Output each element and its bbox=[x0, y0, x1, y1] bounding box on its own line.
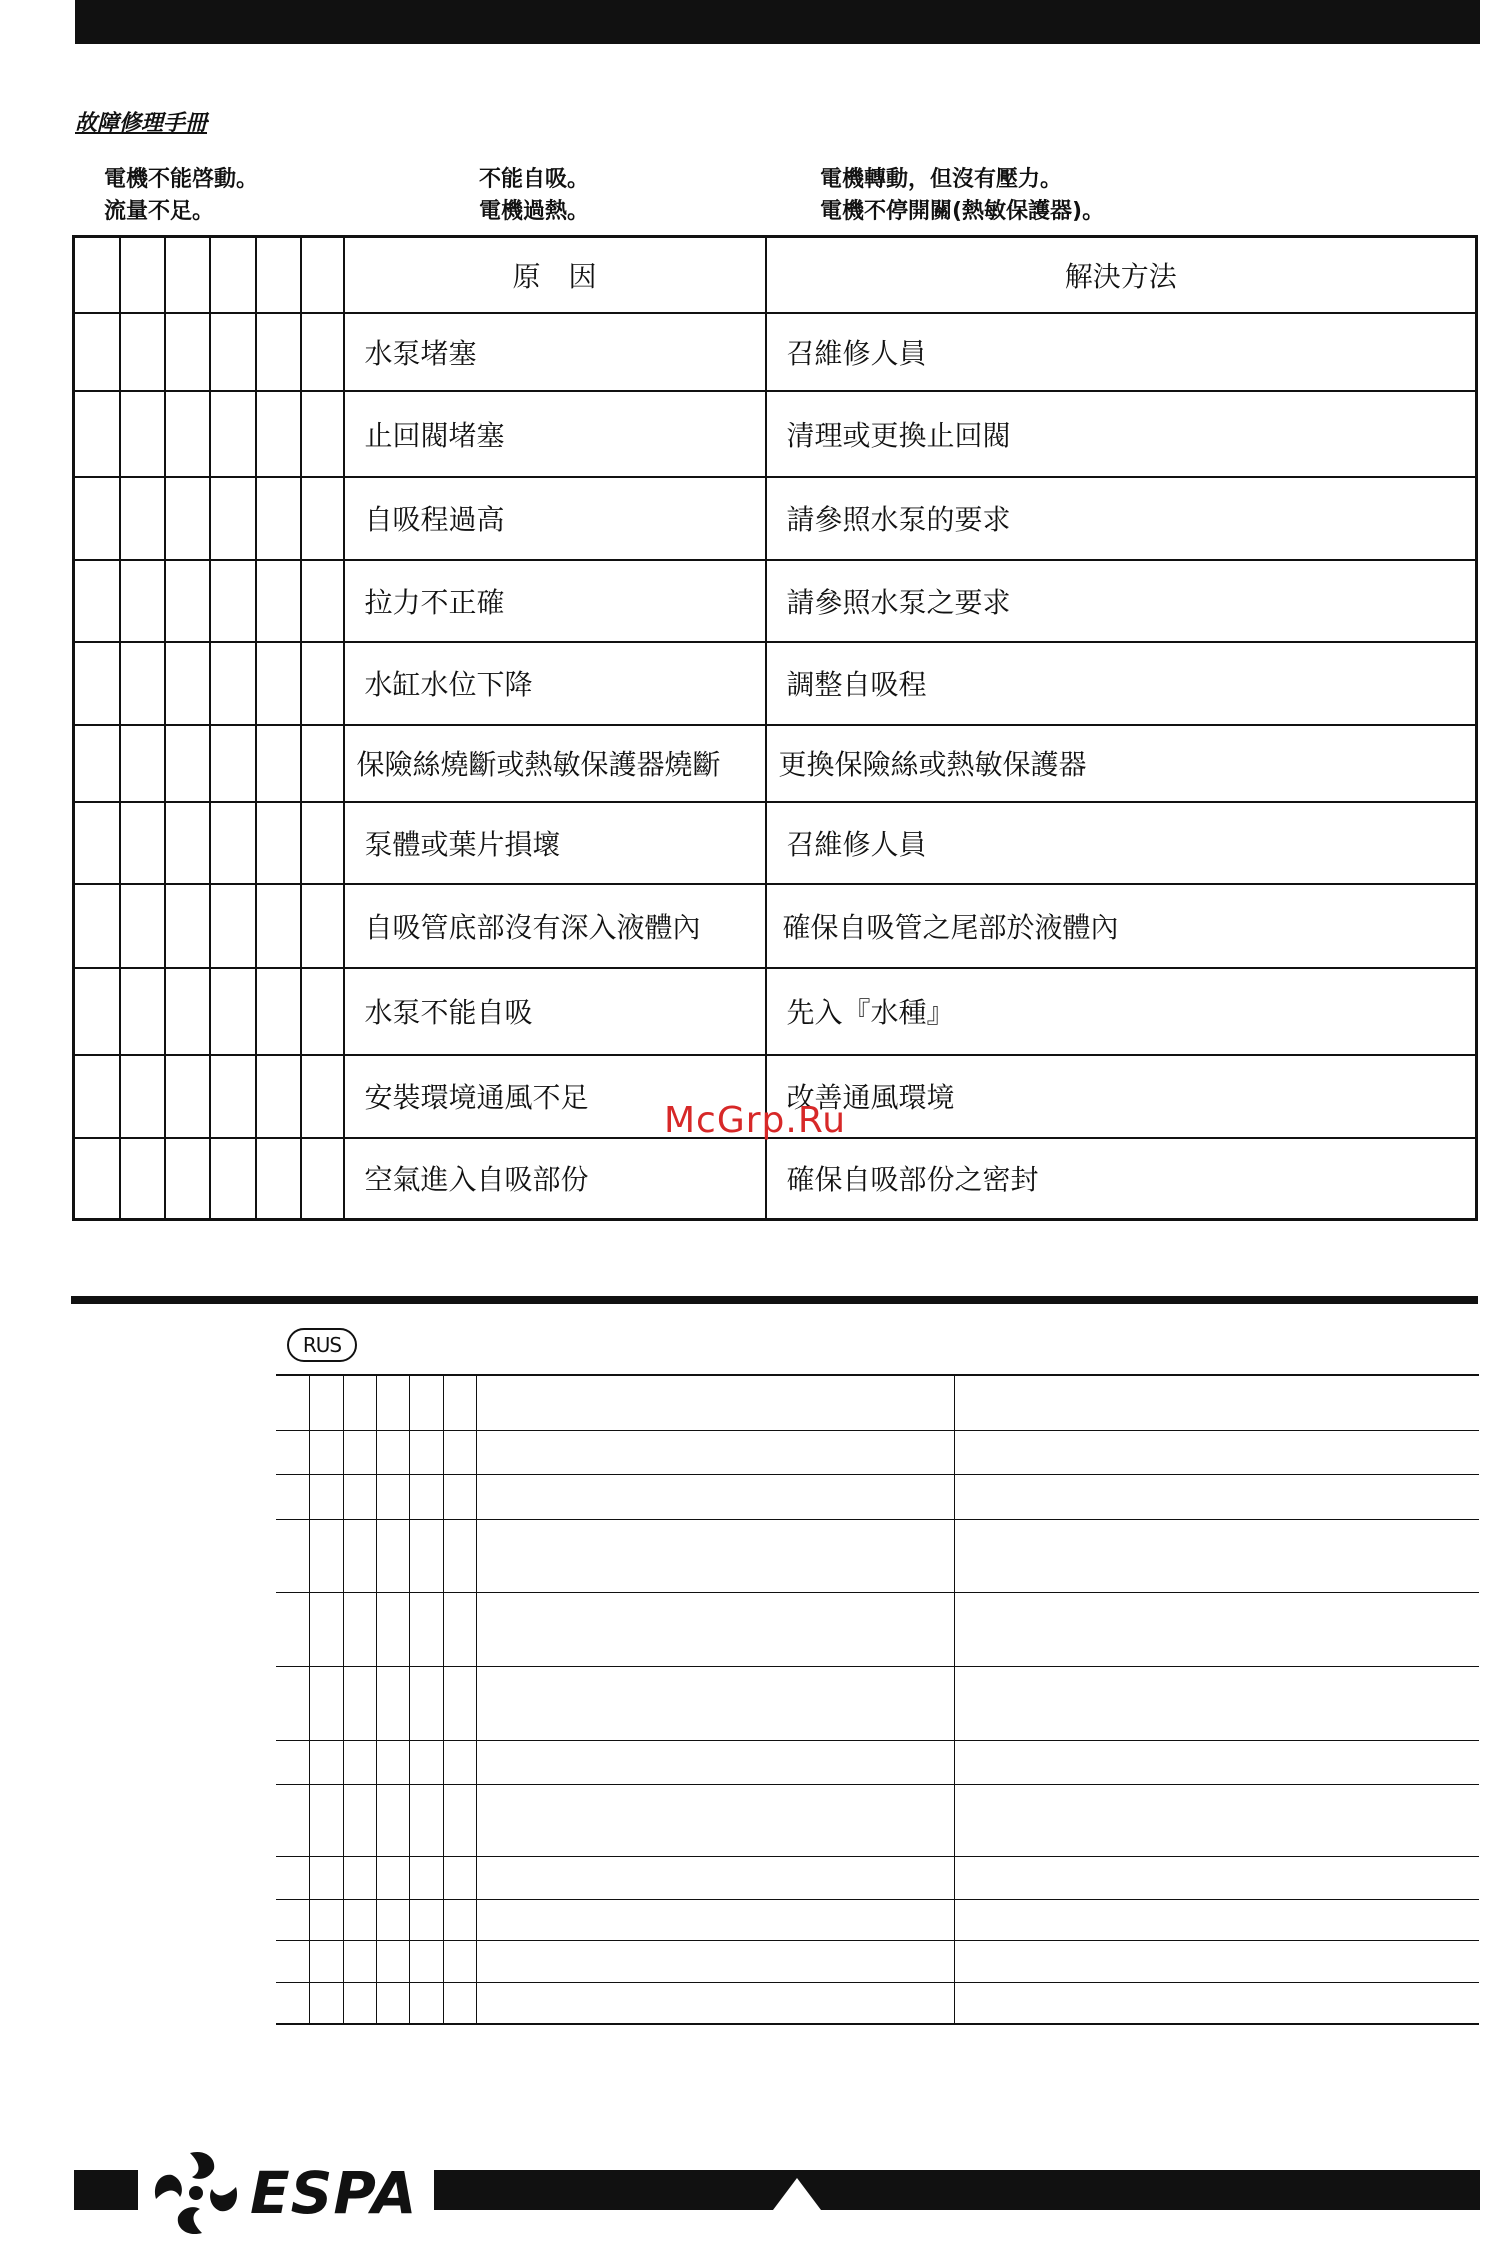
symptom-check-cell bbox=[256, 391, 301, 477]
symptom-check-cell bbox=[210, 802, 256, 884]
symptom-check-cell bbox=[409, 1940, 443, 1982]
symptom-check-cell bbox=[276, 1519, 309, 1592]
symptom-check-cell bbox=[301, 884, 344, 968]
symptom-check-cell bbox=[165, 725, 210, 802]
rus-troubleshooting-table bbox=[276, 1374, 1479, 2025]
table-row bbox=[276, 1430, 1479, 1474]
symptom-check-cell bbox=[210, 968, 256, 1055]
watermark: McGrp.Ru bbox=[664, 1100, 847, 1141]
symptom-check-cell bbox=[74, 725, 120, 802]
symptom-check-cell bbox=[120, 725, 165, 802]
cause-cell: 泵體或葉片損壞 bbox=[344, 802, 766, 884]
language-badge-rus: RUS bbox=[287, 1328, 357, 1362]
symptom-check-cell bbox=[74, 642, 120, 725]
solution-cell bbox=[954, 1519, 1479, 1592]
symptom-check-cell bbox=[376, 1740, 409, 1784]
solution-cell: 召維修人員 bbox=[766, 802, 1477, 884]
symptom-check-cell bbox=[210, 391, 256, 477]
symptom-check-cell bbox=[301, 391, 344, 477]
section-title: 故障修理手冊 bbox=[75, 111, 208, 136]
symptom-check-cell bbox=[376, 1856, 409, 1899]
symptom-check-cell bbox=[309, 1666, 343, 1740]
symptom-check-cell bbox=[276, 1474, 309, 1519]
cause-cell bbox=[476, 1856, 954, 1899]
solution-cell: 確保自吸管之尾部於液體內 bbox=[766, 884, 1477, 968]
solution-header: 解決方法 bbox=[766, 237, 1477, 313]
top-bar bbox=[75, 0, 1480, 44]
cause-cell bbox=[476, 1740, 954, 1784]
cause-cell: 自吸管底部沒有深入液體內 bbox=[344, 884, 766, 968]
cause-cell: 保險絲燒斷或熱敏保護器燒斷 bbox=[344, 725, 766, 802]
symptom-check-cell bbox=[309, 1519, 343, 1592]
symptom-check-cell bbox=[443, 1430, 476, 1474]
table-row bbox=[276, 1740, 1479, 1784]
symptom-check-cell bbox=[343, 1982, 376, 2024]
symptom-check-cell bbox=[309, 1899, 343, 1940]
symptom-check-cell bbox=[210, 642, 256, 725]
symptom-check-cell bbox=[376, 1375, 409, 1430]
symptom-check-cell bbox=[256, 725, 301, 802]
legend-item: 電機不停開關(熱敏保護器)。 bbox=[820, 199, 1105, 224]
symptom-check-cell bbox=[343, 1899, 376, 1940]
symptom-check-cell bbox=[301, 560, 344, 642]
symptom-check-cell bbox=[165, 642, 210, 725]
symptom-check-cell bbox=[443, 1784, 476, 1856]
symptom-check-cell bbox=[376, 1982, 409, 2024]
cause-cell bbox=[476, 1474, 954, 1519]
table-row bbox=[74, 642, 1477, 725]
symptom-check-cell bbox=[309, 1592, 343, 1666]
solution-cell bbox=[954, 1982, 1479, 2024]
symptom-check-cell bbox=[409, 1666, 443, 1740]
solution-cell bbox=[954, 1740, 1479, 1784]
solution-cell bbox=[954, 1784, 1479, 1856]
symptom-check-cell bbox=[120, 802, 165, 884]
symptom-check-cell bbox=[409, 1740, 443, 1784]
symptom-check-cell bbox=[443, 1666, 476, 1740]
table-row bbox=[74, 802, 1477, 884]
table-row bbox=[276, 1519, 1479, 1592]
legend-item: 電機過熱。 bbox=[479, 199, 590, 224]
symptom-check-cell bbox=[376, 1474, 409, 1519]
symptom-check-cell bbox=[309, 1740, 343, 1784]
cause-cell: 水泵堵塞 bbox=[344, 313, 766, 391]
symptom-check-cell bbox=[74, 237, 120, 313]
symptom-check-cell bbox=[210, 884, 256, 968]
symptom-check-cell bbox=[343, 1856, 376, 1899]
symptom-check-cell bbox=[256, 968, 301, 1055]
symptom-check-cell bbox=[443, 1592, 476, 1666]
symptom-check-cell bbox=[74, 391, 120, 477]
symptom-check-cell bbox=[210, 237, 256, 313]
symptom-check-cell bbox=[256, 1138, 301, 1220]
legend-item: 不能自吸。 bbox=[479, 167, 590, 192]
solution-cell bbox=[954, 1474, 1479, 1519]
table-row bbox=[276, 1592, 1479, 1666]
solution-cell: 清理或更換止回閥 bbox=[766, 391, 1477, 477]
table-row bbox=[276, 1666, 1479, 1740]
symptom-check-cell bbox=[376, 1430, 409, 1474]
symptom-check-cell bbox=[343, 1375, 376, 1430]
espa-logo bbox=[148, 2147, 418, 2237]
symptom-check-cell bbox=[165, 560, 210, 642]
symptom-check-cell bbox=[120, 391, 165, 477]
symptom-check-cell bbox=[120, 477, 165, 560]
symptom-check-cell bbox=[276, 1899, 309, 1940]
symptom-check-cell bbox=[309, 1784, 343, 1856]
symptom-check-cell bbox=[309, 1474, 343, 1519]
symptom-check-cell bbox=[74, 884, 120, 968]
symptom-check-cell bbox=[165, 802, 210, 884]
symptom-check-cell bbox=[443, 1940, 476, 1982]
table-row bbox=[276, 1940, 1479, 1982]
table-row bbox=[74, 560, 1477, 642]
symptom-check-cell bbox=[74, 560, 120, 642]
symptom-check-cell bbox=[74, 477, 120, 560]
symptom-check-cell bbox=[210, 1055, 256, 1138]
page-triangle-icon bbox=[773, 2178, 821, 2210]
solution-cell: 召維修人員 bbox=[766, 313, 1477, 391]
symptom-check-cell bbox=[301, 725, 344, 802]
symptom-check-cell bbox=[74, 968, 120, 1055]
solution-cell: 確保自吸部份之密封 bbox=[766, 1138, 1477, 1220]
cause-cell: 拉力不正確 bbox=[344, 560, 766, 642]
symptom-check-cell bbox=[409, 1474, 443, 1519]
table-row bbox=[74, 968, 1477, 1055]
symptom-check-cell bbox=[276, 1666, 309, 1740]
solution-cell bbox=[954, 1899, 1479, 1940]
symptom-check-cell bbox=[443, 1856, 476, 1899]
solution-cell bbox=[954, 1856, 1479, 1899]
cause-cell: 自吸程過高 bbox=[344, 477, 766, 560]
symptom-check-cell bbox=[343, 1666, 376, 1740]
symptom-check-cell bbox=[165, 1055, 210, 1138]
table-row bbox=[276, 1784, 1479, 1856]
legend-column-3 bbox=[820, 164, 1104, 228]
symptom-check-cell bbox=[165, 391, 210, 477]
symptom-check-cell bbox=[443, 1375, 476, 1430]
symptom-check-cell bbox=[120, 968, 165, 1055]
solution-cell: 更換保險絲或熱敏保護器 bbox=[766, 725, 1477, 802]
symptom-check-cell bbox=[343, 1592, 376, 1666]
symptom-check-cell bbox=[443, 1474, 476, 1519]
cause-cell: 水泵不能自吸 bbox=[344, 968, 766, 1055]
symptom-check-cell bbox=[301, 1138, 344, 1220]
symptom-check-cell bbox=[343, 1474, 376, 1519]
solution-cell: 先入『水種』 bbox=[766, 968, 1477, 1055]
symptom-check-cell bbox=[409, 1519, 443, 1592]
cause-cell: 安裝環境通風不足 bbox=[344, 1055, 766, 1138]
symptom-check-cell bbox=[376, 1519, 409, 1592]
symptom-check-cell bbox=[343, 1784, 376, 1856]
symptom-check-cell bbox=[210, 477, 256, 560]
symptom-check-cell bbox=[74, 802, 120, 884]
symptom-check-cell bbox=[210, 560, 256, 642]
legend-item: 流量不足。 bbox=[104, 199, 215, 224]
symptom-check-cell bbox=[256, 560, 301, 642]
cause-cell bbox=[476, 1375, 954, 1430]
solution-cell: 調整自吸程 bbox=[766, 642, 1477, 725]
solution-cell bbox=[954, 1666, 1479, 1740]
solution-cell: 請參照水泵之要求 bbox=[766, 560, 1477, 642]
symptom-check-cell bbox=[376, 1940, 409, 1982]
symptom-check-cell bbox=[301, 477, 344, 560]
symptom-check-cell bbox=[301, 237, 344, 313]
symptom-check-cell bbox=[256, 884, 301, 968]
symptom-check-cell bbox=[210, 1138, 256, 1220]
footer-bar-right bbox=[434, 2170, 1480, 2210]
symptom-check-cell bbox=[256, 1055, 301, 1138]
cause-cell bbox=[476, 1430, 954, 1474]
cause-cell bbox=[476, 1940, 954, 1982]
solution-cell: 改善通風環境 bbox=[766, 1055, 1477, 1138]
table-row bbox=[276, 1375, 1479, 1430]
symptom-check-cell bbox=[409, 1430, 443, 1474]
symptom-check-cell bbox=[376, 1899, 409, 1940]
symptom-check-cell bbox=[301, 1055, 344, 1138]
symptom-check-cell bbox=[301, 802, 344, 884]
symptom-check-cell bbox=[74, 313, 120, 391]
table-row bbox=[276, 1982, 1479, 2024]
symptom-check-cell bbox=[309, 1430, 343, 1474]
symptom-check-cell bbox=[210, 725, 256, 802]
symptom-check-cell bbox=[301, 642, 344, 725]
symptom-check-cell bbox=[276, 1982, 309, 2024]
symptom-check-cell bbox=[120, 560, 165, 642]
symptom-check-cell bbox=[343, 1940, 376, 1982]
symptom-check-cell bbox=[409, 1784, 443, 1856]
symptom-check-cell bbox=[210, 313, 256, 391]
symptom-check-cell bbox=[409, 1375, 443, 1430]
solution-cell bbox=[954, 1592, 1479, 1666]
symptom-check-cell bbox=[120, 642, 165, 725]
symptom-check-cell bbox=[309, 1982, 343, 2024]
symptom-check-cell bbox=[165, 1138, 210, 1220]
symptom-check-cell bbox=[443, 1740, 476, 1784]
table-row bbox=[276, 1899, 1479, 1940]
cause-cell bbox=[476, 1666, 954, 1740]
cause-cell bbox=[476, 1899, 954, 1940]
table-row bbox=[276, 1856, 1479, 1899]
symptom-check-cell bbox=[443, 1899, 476, 1940]
table-row bbox=[74, 477, 1477, 560]
symptom-check-cell bbox=[165, 237, 210, 313]
table-row bbox=[74, 313, 1477, 391]
symptom-check-cell bbox=[276, 1740, 309, 1784]
solution-cell: 請參照水泵的要求 bbox=[766, 477, 1477, 560]
symptom-check-cell bbox=[120, 884, 165, 968]
symptom-check-cell bbox=[343, 1740, 376, 1784]
symptom-check-cell bbox=[309, 1940, 343, 1982]
symptom-check-cell bbox=[301, 968, 344, 1055]
table-header-row bbox=[74, 237, 1477, 313]
symptom-check-cell bbox=[256, 802, 301, 884]
symptom-check-cell bbox=[409, 1592, 443, 1666]
symptom-check-cell bbox=[276, 1784, 309, 1856]
section-divider bbox=[71, 1296, 1478, 1304]
table-row bbox=[74, 391, 1477, 477]
cause-cell: 水缸水位下降 bbox=[344, 642, 766, 725]
symptom-check-cell bbox=[443, 1519, 476, 1592]
troubleshooting-table bbox=[72, 235, 1478, 1221]
symptom-check-cell bbox=[74, 1138, 120, 1220]
symptom-check-cell bbox=[276, 1375, 309, 1430]
cause-cell bbox=[476, 1982, 954, 2024]
table-row bbox=[74, 884, 1477, 968]
symptom-check-cell bbox=[276, 1430, 309, 1474]
symptom-check-cell bbox=[165, 477, 210, 560]
cause-cell bbox=[476, 1519, 954, 1592]
symptom-check-cell bbox=[256, 642, 301, 725]
symptom-check-cell bbox=[120, 1055, 165, 1138]
legend-column-1 bbox=[104, 164, 258, 228]
cause-cell: 止回閥堵塞 bbox=[344, 391, 766, 477]
symptom-check-cell bbox=[165, 313, 210, 391]
symptom-check-cell bbox=[120, 1138, 165, 1220]
solution-cell bbox=[954, 1940, 1479, 1982]
legend-item: 電機轉動，但沒有壓力。 bbox=[820, 167, 1063, 192]
footer-bar-left bbox=[74, 2170, 138, 2210]
table-row bbox=[74, 1138, 1477, 1220]
symptom-check-cell bbox=[276, 1856, 309, 1899]
symptom-check-cell bbox=[276, 1940, 309, 1982]
cause-cell bbox=[476, 1592, 954, 1666]
legend-item: 電機不能啓動。 bbox=[104, 167, 259, 192]
symptom-check-cell bbox=[309, 1856, 343, 1899]
solution-cell bbox=[954, 1375, 1479, 1430]
table-row bbox=[74, 725, 1477, 802]
symptom-check-cell bbox=[409, 1982, 443, 2024]
symptom-check-cell bbox=[276, 1592, 309, 1666]
symptom-check-cell bbox=[343, 1430, 376, 1474]
symptom-check-cell bbox=[256, 477, 301, 560]
symptom-check-cell bbox=[409, 1856, 443, 1899]
symptom-check-cell bbox=[120, 237, 165, 313]
symptom-check-cell bbox=[120, 313, 165, 391]
legend-column-2 bbox=[479, 164, 589, 228]
espa-swirl-icon bbox=[148, 2147, 244, 2237]
brand-name: ESPA bbox=[250, 2159, 418, 2227]
symptom-check-cell bbox=[409, 1899, 443, 1940]
cause-cell bbox=[476, 1784, 954, 1856]
symptom-check-cell bbox=[256, 313, 301, 391]
symptom-check-cell bbox=[376, 1592, 409, 1666]
cause-header: 原 因 bbox=[344, 237, 766, 313]
symptom-check-cell bbox=[309, 1375, 343, 1430]
symptom-check-cell bbox=[256, 237, 301, 313]
symptom-check-cell bbox=[165, 968, 210, 1055]
symptom-check-cell bbox=[343, 1519, 376, 1592]
symptom-check-cell bbox=[443, 1982, 476, 2024]
symptom-check-cell bbox=[74, 1055, 120, 1138]
solution-cell bbox=[954, 1430, 1479, 1474]
symptom-check-cell bbox=[165, 884, 210, 968]
cause-cell: 空氣進入自吸部份 bbox=[344, 1138, 766, 1220]
symptom-check-cell bbox=[301, 313, 344, 391]
symptom-check-cell bbox=[376, 1666, 409, 1740]
table-row bbox=[276, 1474, 1479, 1519]
symptom-check-cell bbox=[376, 1784, 409, 1856]
